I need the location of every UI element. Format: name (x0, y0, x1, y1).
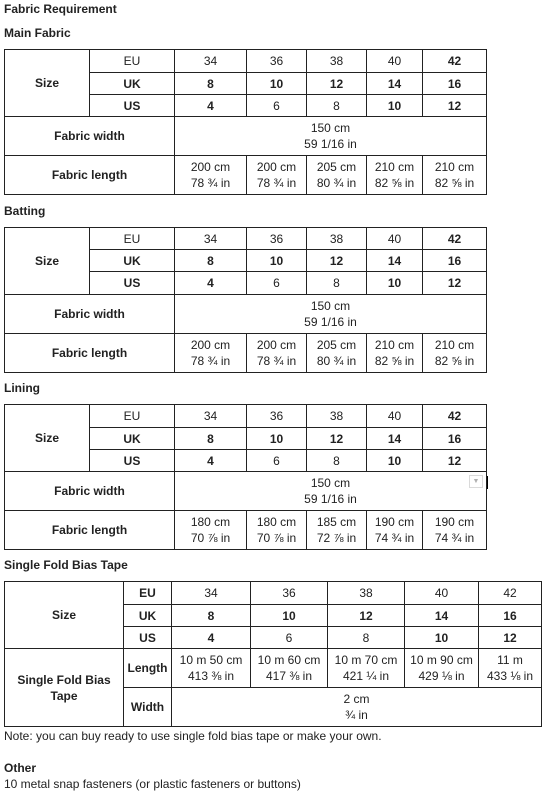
length-in: 433 ⅛ in (486, 669, 534, 683)
size-label: Size (5, 405, 90, 472)
length-cm: 200 cm (256, 160, 297, 174)
size-label: Size (5, 228, 90, 295)
size-cell: 16 (423, 250, 487, 272)
width-label: Width (124, 688, 172, 727)
length-in: 413 ⅜ in (187, 669, 235, 683)
eu-label: EU (90, 228, 175, 250)
table-row (5, 334, 487, 373)
text-caret: 150 cm (175, 475, 486, 491)
length-cm: 190 cm (374, 515, 415, 529)
bias-tape-note: Note: you can buy ready to use single fold bias tape or make your own. (4, 729, 382, 743)
fabric-width-label: Fabric width (5, 472, 175, 511)
length-cm: 185 cm (316, 515, 357, 529)
size-cell: 10 (247, 250, 307, 272)
length-in: 78 ¾ in (190, 354, 231, 368)
size-cell: 6 (247, 95, 307, 117)
length-in: 78 ¾ in (190, 176, 231, 190)
size-cell: 4 (175, 450, 247, 472)
length-cell (307, 334, 367, 373)
size-cell: 34 (172, 582, 251, 605)
size-cell: 8 (307, 95, 367, 117)
width-value (172, 688, 542, 727)
length-cm: 200 cm (190, 160, 231, 174)
length-cell (405, 649, 479, 688)
lining-table (4, 404, 487, 550)
bias-tape-row-label: Single Fold Bias Tape (5, 649, 124, 727)
length-cell (247, 156, 307, 195)
length-cell (367, 511, 423, 550)
size-cell: 40 (405, 582, 479, 605)
length-cell (175, 334, 247, 373)
length-in: 80 ¾ in (316, 354, 357, 368)
size-cell: 14 (367, 250, 423, 272)
length-cm: 205 cm (316, 338, 357, 352)
size-cell: 10 (247, 73, 307, 95)
length-cell (423, 511, 487, 550)
length-cm: 205 cm (316, 160, 357, 174)
length-cell (423, 334, 487, 373)
length-cell (175, 511, 247, 550)
size-cell: 10 (367, 272, 423, 295)
length-in: 429 ⅛ in (418, 669, 465, 683)
length-m: 10 m 50 cm (179, 653, 243, 667)
length-label: Length (124, 649, 172, 688)
length-cm: 200 cm (190, 338, 231, 352)
length-cm: 210 cm (374, 160, 415, 174)
table-row (5, 405, 487, 428)
length-cell (247, 334, 307, 373)
fabric-length-label: Fabric length (5, 156, 175, 195)
size-cell: 10 (251, 605, 328, 627)
fabric-length-label: Fabric length (5, 511, 175, 550)
size-cell: 14 (405, 605, 479, 627)
length-cell (367, 334, 423, 373)
size-cell: 36 (247, 228, 307, 250)
length-cell (367, 156, 423, 195)
length-cm: 210 cm (434, 160, 475, 174)
length-cell (307, 156, 367, 195)
width-in: 59 1/16 in (304, 137, 357, 151)
size-cell: 34 (175, 405, 247, 428)
fabric-width-value (175, 117, 487, 156)
length-cm: 180 cm (256, 515, 297, 529)
size-cell: 14 (367, 73, 423, 95)
size-cell: 4 (175, 95, 247, 117)
length-in: 421 ¼ in (342, 669, 390, 683)
section-title-batting: Batting (4, 204, 46, 218)
page-title: Fabric Requirement (4, 2, 117, 16)
batting-table (4, 227, 487, 373)
length-cell (423, 156, 487, 195)
length-in: 78 ¾ in (256, 354, 297, 368)
length-cm: 210 cm (374, 338, 415, 352)
size-cell: 8 (172, 605, 251, 627)
size-cell: 16 (423, 73, 487, 95)
size-cell: 34 (175, 50, 247, 73)
size-cell: 4 (172, 627, 251, 649)
length-cm: 180 cm (190, 515, 231, 529)
length-in: 74 ¾ in (374, 531, 415, 545)
size-cell: 38 (307, 50, 367, 73)
length-in: 70 ⅞ in (190, 531, 231, 545)
section-title-other: Other (4, 761, 37, 775)
length-in: 78 ¾ in (256, 176, 297, 190)
table-row (5, 582, 542, 605)
us-label: US (90, 272, 175, 295)
length-cell (172, 649, 251, 688)
size-cell: 8 (307, 272, 367, 295)
size-cell: 12 (328, 605, 405, 627)
size-cell: 6 (247, 272, 307, 295)
size-cell: 8 (328, 627, 405, 649)
size-cell: 6 (247, 450, 307, 472)
length-cm: 200 cm (256, 338, 297, 352)
section-title-bias-tape: Single Fold Bias Tape (4, 558, 128, 572)
size-cell: 38 (307, 405, 367, 428)
us-label: US (124, 627, 172, 649)
width-in: 59 1/16 in (304, 315, 357, 329)
size-cell: 12 (479, 627, 542, 649)
length-cell (251, 649, 328, 688)
width-cm: 2 cm (343, 692, 370, 706)
table-row (5, 156, 487, 195)
length-m: 10 m 70 cm (334, 653, 398, 667)
fabric-width-label: Fabric width (5, 295, 175, 334)
size-cell: 38 (328, 582, 405, 605)
uk-label: UK (90, 428, 175, 450)
size-cell: 12 (307, 428, 367, 450)
size-cell: 14 (367, 428, 423, 450)
size-cell: 16 (423, 428, 487, 450)
other-text: 10 metal snap fasteners (or plastic fasteners or buttons) (4, 777, 301, 791)
width-cm (175, 475, 486, 491)
size-cell: 8 (175, 250, 247, 272)
eu-label: EU (124, 582, 172, 605)
us-label: US (90, 95, 175, 117)
size-cell: 34 (175, 228, 247, 250)
size-cell: 42 (479, 582, 542, 605)
length-cell (479, 649, 542, 688)
length-cell (328, 649, 405, 688)
table-row (5, 228, 487, 250)
length-cell (175, 156, 247, 195)
length-in: 80 ¾ in (316, 176, 357, 190)
eu-label: EU (90, 50, 175, 73)
size-cell: 40 (367, 405, 423, 428)
size-cell: 16 (479, 605, 542, 627)
size-cell: 42 (423, 50, 487, 73)
size-cell: 10 (405, 627, 479, 649)
size-cell: 6 (251, 627, 328, 649)
size-cell: 42 (423, 228, 487, 250)
bias-tape-table (4, 581, 542, 727)
size-cell: 36 (247, 405, 307, 428)
width-cm: 150 cm (310, 121, 351, 135)
length-m: 10 m 60 cm (257, 653, 321, 667)
size-cell: 12 (423, 272, 487, 295)
length-cell (247, 511, 307, 550)
size-cell: 12 (423, 450, 487, 472)
fabric-width-label: Fabric width (5, 117, 175, 156)
us-label: US (90, 450, 175, 472)
length-in: 72 ⅞ in (316, 531, 357, 545)
size-cell: 8 (175, 73, 247, 95)
size-cell: 10 (247, 428, 307, 450)
chevron-down-icon[interactable]: ▼ (469, 475, 483, 488)
uk-label: UK (124, 605, 172, 627)
table-row (5, 295, 487, 334)
length-m: 11 m (497, 653, 523, 667)
size-cell: 10 (367, 450, 423, 472)
length-in: 74 ¾ in (434, 531, 475, 545)
size-cell: 12 (307, 73, 367, 95)
length-cm: 210 cm (434, 338, 475, 352)
section-title-lining: Lining (4, 381, 40, 395)
length-in: 82 ⅝ in (374, 354, 415, 368)
table-row (5, 511, 487, 550)
length-in: 417 ⅜ in (265, 669, 313, 683)
length-m: 10 m 90 cm (410, 653, 473, 667)
size-cell: 8 (175, 428, 247, 450)
size-cell: 42 (423, 405, 487, 428)
table-row (5, 117, 487, 156)
length-cm: 190 cm (434, 515, 475, 529)
size-cell: 12 (307, 250, 367, 272)
width-cm: 150 cm (310, 299, 351, 313)
table-row (5, 472, 487, 511)
fabric-width-value[interactable] (175, 472, 487, 511)
size-label: Size (5, 50, 90, 117)
width-in: ¾ in (345, 708, 368, 722)
size-cell: 40 (367, 50, 423, 73)
length-in: 70 ⅞ in (256, 531, 297, 545)
size-cell: 8 (307, 450, 367, 472)
fabric-width-value (175, 295, 487, 334)
length-cell (307, 511, 367, 550)
length-in: 82 ⅝ in (434, 354, 475, 368)
size-cell: 10 (367, 95, 423, 117)
size-cell: 38 (307, 228, 367, 250)
eu-label: EU (90, 405, 175, 428)
fabric-length-label: Fabric length (5, 334, 175, 373)
size-cell: 36 (247, 50, 307, 73)
size-label: Size (5, 582, 124, 649)
length-in: 82 ⅝ in (374, 176, 415, 190)
size-cell: 4 (175, 272, 247, 295)
section-title-main-fabric: Main Fabric (4, 26, 71, 40)
size-cell: 40 (367, 228, 423, 250)
size-cell: 12 (423, 95, 487, 117)
table-row (5, 649, 542, 688)
width-in: 59 1/16 in (304, 492, 357, 506)
uk-label: UK (90, 250, 175, 272)
length-in: 82 ⅝ in (434, 176, 475, 190)
size-cell: 36 (251, 582, 328, 605)
uk-label: UK (90, 73, 175, 95)
table-row (5, 50, 487, 73)
main-fabric-table (4, 49, 487, 195)
